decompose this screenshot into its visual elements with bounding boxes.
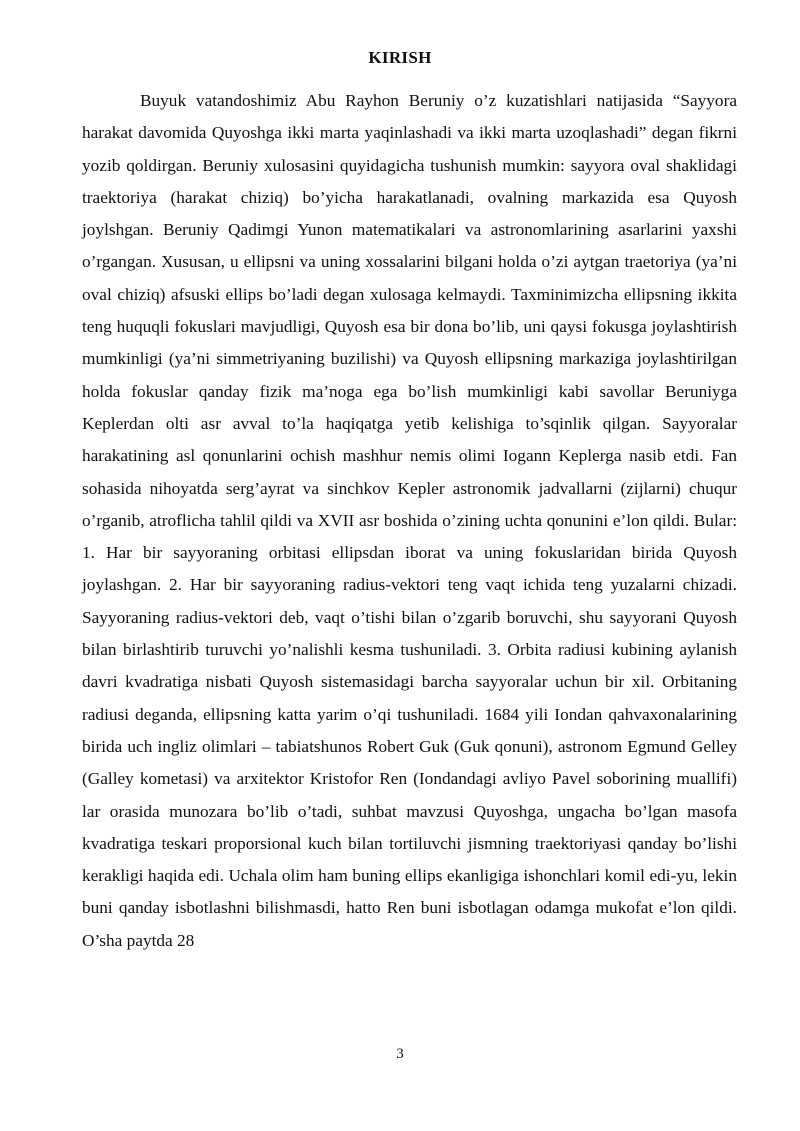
body-paragraph: Buyuk vatandoshimiz Abu Rayhon Beruniy o’z kuzatishlari natijasida “Sayyora harakat davomida Quyoshga ikki marta yaqinlashadi va ikki marta uzoqlashadi” degan fikrni yozib qoldirgan. Beruniy xulosasini quyidagicha tushunish mumkin: sayyora oval shaklidagi traektoriya (harakat chiziq) bo’yicha harakatlanadi, ovalning markazida esa Quyosh joylshgan. Beruniy Qadimgi Yunon matematikalari va astronomlarining asarlarini yaxshi o’rgangan. Xususan, u ellipsni va uning xossalarini bilgani holda o’zi aytgan traetoriya (ya’ni oval chiziq) afsuski ellips bo’ladi degan xulosaga kelmaydi. Taxminimizcha ellipsning ikkita teng huquqli fokuslari mavjudligi, Quyosh esa bir dona bo’lib, uni qaysi fokusga joylashtirish mumkinligi (ya’ni simmetriyaning buzilishi) va Quyosh ellipsning markaziga joylashtirilgan holda fokuslar qanday fizik ma’noga ega bo’lish mumkinligi kabi savollar Beruniyga Keplerdan olti asr avval to’la haqiqatga yetib kelishiga to’sqinlik qilgan. Sayyoralar harakatining asl qonunlarini ochish mashhur nemis olimi Iogann Keplerga nasib etdi. Fan sohasida nihoyatda serg’ayrat va sinchkov Kepler astronomik jadvallarni (zijlarni) chuqur o’rganib, atroflicha tahlil qildi va XVII asr boshida o’zining uchta qonunini e’lon qildi. Bular: 1. Har bir sayyoraning orbitasi ellipsdan iborat va uning fokuslaridan birida Quyosh joylashgan. 2. Har bir sayyoraning radius-vektori teng vaqt ichida teng yuzalarni chizadi. Sayyoraning radius-vektori deb, vaqt o’tishi bilan o’zgarib boruvchi, shu sayyorani Quyosh bilan birlashtirib turuvchi yo’nalishli kesma tushuniladi. 3. Orbita radiusi kubining aylanish davri kvadratiga nisbati Quyosh sistemasidagi barcha sayyoralar uchun bir xil. Orbitaning radiusi deganda, ellipsning katta yarim o’qi tushuniladi. 1684 yili Iondan qahvaxonalarining birida uch ingliz olimlari – tabiatshunos Robert Guk (Guk qonuni), astronom Egmund Gelley (Galley kometasi) va arxitektor Kristofor Ren (Iondandagi avliyo Pavel soborining muallifi) lar orasida munozara bo’lib o’tadi, suhbat mavzusi Quyoshga, ungacha bo’lgan masofa kvadratiga teskari proporsional kuch bilan tortiluvchi jismning traektoriyasi qanday bo’lishi kerakligi haqida edi. Uchala olim ham buning ellips ekanligiga ishonchlari komil edi-yu, lekin buni qanday isbotlashni bilishmasdi, hatto Ren buni isbotlagan odamga mukofat e’lon qildi. O’sha paytda 28 [82, 91, 737, 950]
page-number: 3 [396, 1046, 404, 1062]
section-title: KIRISH [368, 48, 432, 67]
